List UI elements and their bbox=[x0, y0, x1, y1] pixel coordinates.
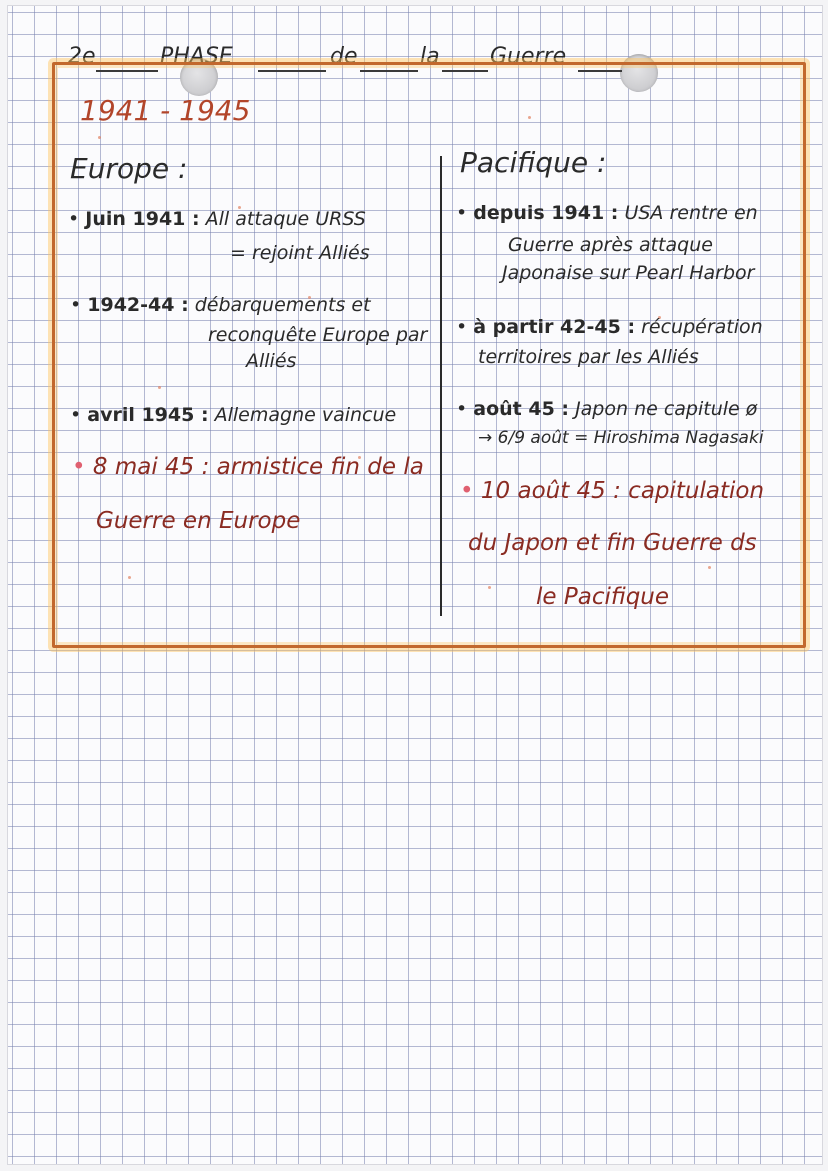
pacifique-item-1: • depuis 1941 : USA rentre en bbox=[456, 202, 758, 224]
decorative-dot bbox=[128, 576, 131, 579]
pacifique-item-3: • août 45 : Japon ne capitule ø bbox=[456, 398, 758, 420]
pacifique-item-3-cont: → 6/9 août = Hiroshima Nagasaki bbox=[478, 428, 764, 448]
pacifique-item-3-date: août 45 : bbox=[473, 398, 570, 420]
decorative-dot bbox=[98, 136, 101, 139]
column-divider bbox=[440, 156, 442, 616]
europe-item-2-text: débarquements et bbox=[194, 294, 371, 316]
pacifique-item-4 bbox=[460, 478, 764, 504]
europe-item-2-cont: reconquête Europe par bbox=[208, 324, 428, 346]
europe-item-4 bbox=[72, 454, 424, 480]
pacifique-item-4-line2: du Japon et fin Guerre ds bbox=[468, 530, 757, 556]
title-number: 2e bbox=[68, 44, 96, 69]
pacifique-item-1-cont: Guerre après attaque bbox=[508, 234, 713, 256]
europe-item-1-cont: = rejoint Alliés bbox=[230, 242, 370, 264]
pacifique-item-1-cont: Japonaise sur Pearl Harbor bbox=[502, 262, 755, 284]
europe-item-1-text: All attaque URSS bbox=[205, 208, 366, 230]
europe-item-3-text: Allemagne vaincue bbox=[214, 404, 397, 426]
title-word-la: la bbox=[420, 44, 440, 69]
decorative-dot bbox=[158, 386, 161, 389]
europe-item-1: • Juin 1941 : All attaque URSS bbox=[68, 208, 366, 230]
decorative-dot bbox=[528, 116, 531, 119]
pacifique-item-4-line1: 10 août 45 : capitulation bbox=[480, 478, 765, 504]
europe-item-1-date: Juin 1941 : bbox=[85, 208, 200, 230]
europe-item-2-cont: Alliés bbox=[246, 350, 297, 372]
europe-item-4-line1: 8 mai 45 : armistice fin de la bbox=[92, 454, 424, 480]
title-word-phase: PHASE bbox=[160, 44, 233, 69]
pacifique-item-2-text: récupération bbox=[641, 316, 763, 338]
decorative-dot bbox=[488, 586, 491, 589]
pacifique-item-4-line3: le Pacifique bbox=[536, 584, 670, 610]
pacifique-item-3-text: Japon ne capitule ø bbox=[575, 398, 758, 420]
pacifique-heading: Pacifique : bbox=[460, 146, 607, 179]
period-dates: 1941 - 1945 bbox=[80, 94, 251, 127]
pacifique-item-2-date: à partir 42-45 : bbox=[473, 316, 636, 338]
bullet-icon: • bbox=[72, 454, 86, 480]
pacifique-item-1-text: USA rentre en bbox=[624, 202, 758, 224]
title-word-de: de bbox=[330, 44, 358, 69]
graph-paper-page bbox=[8, 6, 822, 1164]
europe-item-4-line2: Guerre en Europe bbox=[96, 508, 301, 534]
europe-item-3: • avril 1945 : Allemagne vaincue bbox=[70, 404, 397, 426]
bullet-icon: • bbox=[460, 478, 474, 504]
europe-item-2: • 1942-44 : débarquements et bbox=[70, 294, 371, 316]
europe-item-2-date: 1942-44 : bbox=[87, 294, 189, 316]
pacifique-item-2: • à partir 42-45 : récupération bbox=[456, 316, 763, 338]
decorative-dot bbox=[708, 566, 711, 569]
europe-heading: Europe : bbox=[70, 152, 188, 185]
pacifique-item-2-cont: territoires par les Alliés bbox=[478, 346, 699, 368]
europe-item-3-date: avril 1945 : bbox=[87, 404, 209, 426]
title-word-guerre: Guerre bbox=[490, 44, 567, 69]
pacifique-item-1-date: depuis 1941 : bbox=[473, 202, 619, 224]
